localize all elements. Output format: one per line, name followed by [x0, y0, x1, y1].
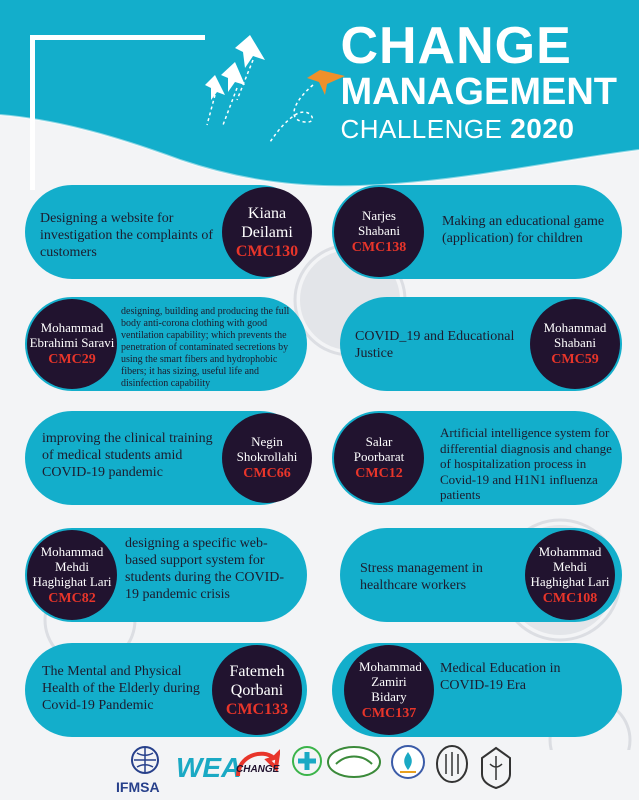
change-logo-label: CHANGE: [236, 764, 280, 775]
presenter-name: Mohammad Mehdi Haghighat Lari: [32, 543, 112, 589]
ministry-emblem-logo: [476, 744, 516, 792]
challenge-title: [340, 17, 617, 144]
medical-cross-logo: [290, 744, 324, 784]
project-code: CMC137: [361, 705, 417, 721]
organization-logo-green: [326, 744, 382, 784]
project-code: CMC59: [551, 352, 599, 367]
presenter-name: Fatemeh Qorbani: [229, 663, 285, 699]
project-code: CMC138: [351, 240, 407, 255]
project-title: Designing a website for investigation the complaints of customers: [40, 211, 214, 260]
project-title: designing a specific web-based support system for students during the COVID-19 pandemic crisis: [125, 536, 285, 602]
presenter-name: Kiana Deilami: [241, 205, 293, 241]
presenter-badge: [212, 645, 302, 735]
presenter-badge: [334, 187, 424, 277]
project-code: CMC133: [225, 701, 289, 718]
project-title: Making an educational game (application) for children: [442, 214, 605, 246]
title-year: 2020: [510, 113, 575, 144]
project-code: CMC66: [243, 466, 291, 481]
project-title: Stress management in healthcare workers: [360, 561, 483, 593]
presenter-badge: [222, 413, 312, 503]
project-code: CMC130: [235, 243, 299, 260]
ifmsa-label: IFMSA: [116, 779, 160, 795]
university-seal-logo: [388, 744, 428, 784]
presenter-badge: [27, 530, 117, 620]
presenter-name: Mohammad Shabani: [543, 320, 607, 350]
presenter-name: Mohammad Zamiri Bidary: [359, 658, 422, 704]
project-code: CMC12: [355, 466, 403, 481]
project-code: CMC82: [48, 590, 96, 606]
presenter-badge: [530, 299, 620, 389]
project-code: CMC108: [542, 590, 598, 606]
presenter-badge: [344, 645, 434, 735]
presenter-name: Narjes Shabani: [358, 208, 400, 238]
presenter-badge: [525, 530, 615, 620]
wea-logo: WEA: [176, 752, 242, 783]
project-title: improving the clinical training of medical students amid COVID-19 pandemic: [42, 431, 213, 480]
title-management: MANAGEMENT: [340, 71, 617, 113]
title-change: CHANGE: [340, 17, 572, 75]
project-code: CMC29: [48, 352, 96, 367]
title-challenge-word: CHALLENGE: [340, 114, 503, 144]
project-title: COVID_19 and Educational Justice: [355, 329, 515, 361]
institution-emblem-logo: [434, 744, 470, 788]
presenter-badge: [27, 299, 117, 389]
presenter-badge: [222, 187, 312, 277]
ifmsa-logo: [120, 744, 170, 780]
presenter-name: Mohammad Ebrahimi Saravi: [29, 320, 115, 350]
presenter-name: Mohammad Mehdi Haghighat Lari: [530, 543, 610, 589]
frame-line-top: [30, 35, 205, 40]
presenter-name: Negin Shokrollahi: [236, 434, 298, 464]
frame-line-left: [30, 35, 35, 190]
project-title: Artificial intelligence system for differential diagnosis and change of hospitalization process in Covid-19 and H1N1 influenza patients: [440, 425, 612, 502]
presenter-badge: [334, 413, 424, 503]
title-challenge: [340, 114, 617, 144]
project-title: The Mental and Physical Health of the Elderly during Covid-19 Pandemic: [42, 664, 200, 713]
sponsor-logos: [0, 742, 639, 800]
project-title: designing, building and producing the full body anti-corona clothing with good ventilation capability; which prevents the penetration of contaminated secretions by using the smart fibers and hydrophobic fibers; it has sizing, useful life and disinfection capability: [121, 306, 290, 389]
presenter-name: Salar Poorbarat: [353, 434, 405, 464]
project-title: Medical Education in COVID-19 Era: [440, 661, 561, 693]
